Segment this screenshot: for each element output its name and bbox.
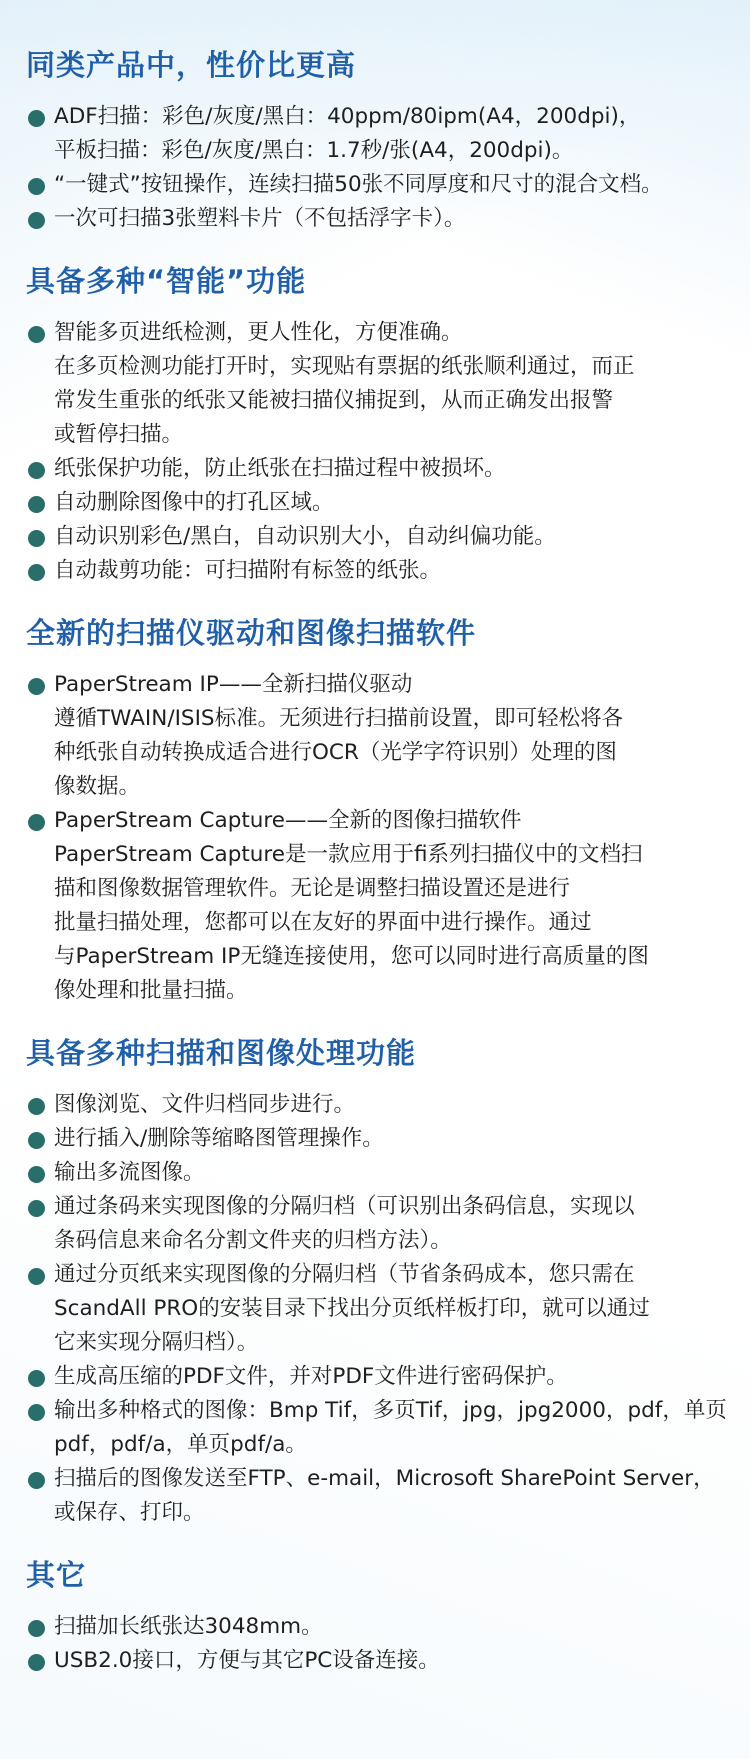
item-text-line: 一次可扫描3张塑料卡片（不包括浮字卡）。 [54, 206, 466, 231]
item-text [54, 168, 722, 202]
list-item [26, 202, 722, 236]
section-title: 具备多种扫描和图像处理功能 [26, 1036, 417, 1070]
item-text [54, 1156, 722, 1190]
bullet-icon [28, 326, 45, 343]
item-text-line: PaperStream IP——全新扫描仪驱动 [54, 672, 413, 697]
section-smart-features [26, 260, 722, 588]
bullet-icon [28, 462, 45, 479]
item-text-line: USB2.0接口，方便与其它PC设备连接。 [54, 1648, 440, 1673]
list-item [26, 486, 722, 520]
bullet-icon [28, 1404, 45, 1421]
bullet-icon [28, 1268, 45, 1285]
section-cost-performance [26, 44, 722, 236]
bullet-icon [28, 110, 45, 127]
section-title: 同类产品中，性价比更高 [26, 48, 357, 82]
item-text-line: 通过分页纸来实现图像的分隔归档（节省条码成本，您只需在 [54, 1262, 635, 1287]
item-text-line: 图像浏览、文件归档同步进行。 [54, 1092, 356, 1117]
feature-list [26, 100, 722, 236]
item-text [54, 804, 722, 1008]
item-text-line: 条码信息来命名分割文件夹的归档方法）。 [54, 1228, 452, 1253]
section-title: 全新的扫描仪驱动和图像扫描软件 [26, 616, 477, 650]
item-text-line: ScandAll PRO的安装目录下找出分页纸样板打印，就可以通过 [54, 1296, 650, 1321]
item-text-line: 生成高压缩的PDF文件，并对PDF文件进行密码保护。 [54, 1364, 568, 1389]
section-other [26, 1554, 722, 1678]
item-text-line: 输出多流图像。 [54, 1160, 205, 1185]
section-title: 其它 [26, 1558, 87, 1592]
list-item [26, 316, 722, 452]
item-text-line: 它来实现分隔归档）。 [54, 1330, 259, 1355]
item-text [54, 520, 722, 554]
bullet-icon [28, 564, 45, 581]
item-text-line: 与PaperStream IP无缝连接使用，您可以同时进行高质量的图 [54, 944, 649, 969]
item-text [54, 316, 722, 452]
list-item [26, 168, 722, 202]
list-item [26, 554, 722, 588]
item-text-line: 纸张保护功能，防止纸张在扫描过程中被损坏。 [54, 456, 506, 481]
item-text-line: 像处理和批量扫描。 [54, 978, 248, 1003]
item-text [54, 1088, 722, 1122]
item-text [54, 1360, 722, 1394]
item-text-line: 自动识别彩色/黑白，自动识别大小，自动纠偏功能。 [54, 524, 556, 549]
item-text [54, 202, 722, 236]
item-text-line: 描和图像数据管理软件。无论是调整扫描设置还是进行 [54, 876, 571, 901]
feature-list [26, 316, 722, 588]
bullet-icon [28, 1200, 45, 1217]
section-driver-and-software [26, 612, 722, 1008]
list-item [26, 1360, 722, 1394]
item-text-line: 像数据。 [54, 774, 141, 799]
item-text [54, 1190, 722, 1258]
bullet-icon [28, 1370, 45, 1387]
bullet-icon [28, 212, 45, 229]
item-text-line: 批量扫描处理，您都可以在友好的界面中进行操作。通过 [54, 910, 592, 935]
section-image-processing [26, 1032, 727, 1530]
item-text-line: “一键式”按钮操作，连续扫描50张不同厚度和尺寸的混合文档。 [54, 172, 663, 197]
item-text-line: 扫描后的图像发送至FTP、e-mail，Microsoft SharePoint Server， [54, 1466, 715, 1491]
item-text [54, 1258, 722, 1360]
item-text [54, 486, 722, 520]
item-text [54, 100, 722, 168]
item-text-line: 平板扫描：彩色/灰度/黑白：1.7秒/张(A4，200dpi)。 [54, 138, 574, 163]
list-item [26, 452, 722, 486]
item-text-line: PaperStream Capture——全新的图像扫描软件 [54, 808, 522, 833]
item-text [54, 452, 722, 486]
bullet-icon [28, 178, 45, 195]
bullet-icon [28, 1472, 45, 1489]
bullet-icon [28, 1620, 45, 1637]
item-text-line: 种纸张自动转换成适合进行OCR（光学字符识别）处理的图 [54, 740, 617, 765]
item-text [54, 1462, 722, 1530]
item-text [54, 668, 722, 804]
item-text-line: 智能多页进纸检测，更人性化，方便准确。 [54, 320, 463, 345]
list-item [26, 1462, 722, 1530]
bullet-icon [28, 1132, 45, 1149]
item-text-line: ADF扫描：彩色/灰度/黑白：40ppm/80ipm(A4，200dpi)， [54, 104, 641, 129]
bullet-icon [28, 1166, 45, 1183]
list-item [26, 1190, 722, 1258]
feature-list [26, 668, 722, 1008]
item-text-line: 在多页检测功能打开时，实现贴有票据的纸张顺利通过，而正 [54, 354, 635, 379]
item-text-line: 自动删除图像中的打孔区域。 [54, 490, 334, 515]
item-text-line: 遵循TWAIN/ISIS标准。无须进行扫描前设置，即可轻松将各 [54, 706, 624, 731]
list-item [26, 1610, 722, 1644]
item-text-line: 或保存、打印。 [54, 1500, 205, 1525]
list-item [26, 1258, 722, 1360]
bullet-icon [28, 530, 45, 547]
item-text [54, 1610, 722, 1644]
list-item [26, 804, 722, 1008]
bullet-icon [28, 496, 45, 513]
list-item [26, 1156, 722, 1190]
bullet-icon [28, 678, 45, 695]
list-item [26, 1394, 727, 1462]
bullet-icon [28, 814, 45, 831]
item-text-line: pdf，pdf/a，单页pdf/a。 [54, 1432, 307, 1457]
bullet-icon [28, 1654, 45, 1671]
item-text-line: 或暂停扫描。 [54, 422, 184, 447]
list-item [26, 1644, 722, 1678]
list-item [26, 100, 722, 168]
list-item [26, 520, 722, 554]
item-text [54, 554, 722, 588]
item-text [54, 1644, 722, 1678]
feature-list [26, 1088, 727, 1530]
section-title: 具备多种“智能”功能 [26, 264, 307, 298]
feature-list [26, 1610, 722, 1678]
list-item [26, 668, 722, 804]
item-text [54, 1122, 722, 1156]
item-text-line: 输出多种格式的图像：Bmp Tif，多页Tif，jpg，jpg2000，pdf，单页 [54, 1398, 727, 1423]
item-text-line: 自动裁剪功能：可扫描附有标签的纸张。 [54, 558, 442, 583]
item-text-line: 通过条码来实现图像的分隔归档（可识别出条码信息，实现以 [54, 1194, 635, 1219]
item-text-line: 常发生重张的纸张又能被扫描仪捕捉到，从而正确发出报警 [54, 388, 614, 413]
list-item [26, 1088, 722, 1122]
item-text-line: 进行插入/删除等缩略图管理操作。 [54, 1126, 384, 1151]
item-text-line: 扫描加长纸张达3048mm。 [54, 1614, 323, 1639]
item-text [54, 1394, 727, 1462]
list-item [26, 1122, 722, 1156]
item-text-line: PaperStream Capture是一款应用于fi系列扫描仪中的文档扫 [54, 842, 643, 867]
bullet-icon [28, 1098, 45, 1115]
